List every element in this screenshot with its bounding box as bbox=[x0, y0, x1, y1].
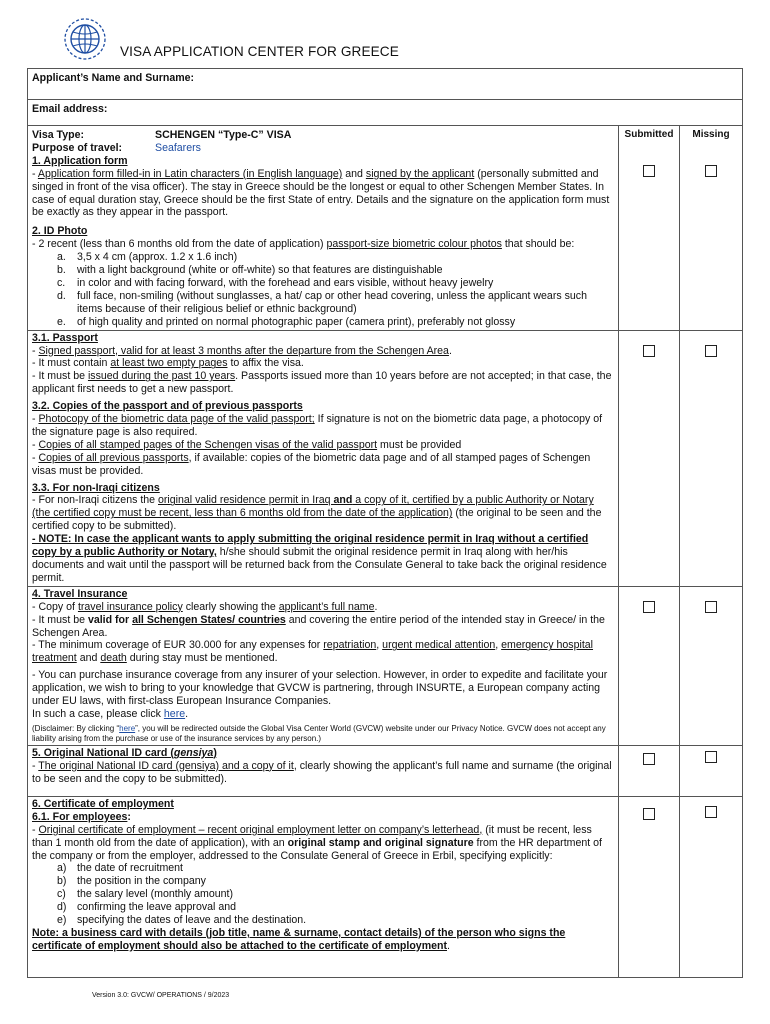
page-title: VISA APPLICATION CENTER FOR GREECE bbox=[120, 44, 399, 59]
section-heading-6: 6. Certificate of employment bbox=[32, 797, 174, 810]
missing-checkbox-6[interactable] bbox=[705, 806, 717, 818]
section-row-5 bbox=[28, 745, 743, 796]
visa-type-label: Visa Type: bbox=[32, 129, 85, 141]
employment-details-list bbox=[32, 862, 614, 927]
checklist-table bbox=[27, 68, 743, 978]
section-row-4 bbox=[28, 586, 743, 745]
section-text-3-1b: - It must contain at least two empty pages to affix the visa. bbox=[32, 357, 304, 370]
section-row-3 bbox=[28, 330, 743, 586]
submitted-checkbox-4[interactable] bbox=[643, 601, 655, 613]
missing-checkbox-4[interactable] bbox=[705, 601, 717, 613]
name-label: Applicant’s Name and Surname: bbox=[32, 72, 195, 84]
email-label: Email address: bbox=[32, 103, 108, 115]
section-text-4e: In such a case, please click here. bbox=[32, 707, 189, 720]
section-text-2: - 2 recent (less than 6 months old from the date of application) passport-size biometric colour photos that should be: bbox=[32, 238, 575, 251]
missing-checkbox-5[interactable] bbox=[705, 751, 717, 763]
section-text-3-1c: - It must be issued during the past 10 years. Passports issued more than 10 years before are not accepted; in that case, the applicant first needs to get a new passport. bbox=[32, 370, 612, 396]
list-item: a) the date of recruitment bbox=[57, 862, 183, 875]
list-item: d) confirming the leave approval and bbox=[57, 901, 237, 914]
section-text-3-2c: - Copies of all previous passports, if available: copies of the biometric data page and of all stamped pages of Schengen visas must be provided. bbox=[32, 451, 591, 477]
section-text-4d: - You can purchase insurance coverage from any insurer of your selection. However, in order to expedite and facilitate your application, we wish to bring to your knowledge that GVCW is partnering, through INSURTE, a European company acting under EU laws, with first-class European Insurance Companies. bbox=[32, 669, 608, 708]
purpose-label: Purpose of travel: bbox=[32, 141, 123, 154]
list-item: d. full face, non-smiling (without sunglasses, a hat/ cap or other head covering, unless the applicant wears such items because of their religious belief or ethnic background) bbox=[57, 289, 587, 315]
name-row bbox=[28, 69, 743, 100]
submitted-checkbox-5[interactable] bbox=[643, 753, 655, 765]
list-item: c. in color and with facing forward, with the forehead and ears visible, without heavy jewelry bbox=[57, 276, 494, 289]
section-heading-2: 2. ID Photo bbox=[32, 225, 88, 238]
section-text-4c: - The minimum coverage of EUR 30.000 for any expenses for repatriation, urgent medical attention, emergency hospital treatment and death during stay must be mentioned. bbox=[32, 639, 594, 665]
section-text-6: - Original certificate of employment – recent original employment letter on company’s letterhead, (it must be recent, less than 1 month old from the date of application), with an original stamp and original signature from the HR department of the company or from the employer, addressed to the Consulate General of Greece in Erbil, specifying explicitly: bbox=[32, 823, 602, 862]
section-heading-3-3: 3.3. For non-Iraqi citizens bbox=[32, 481, 160, 494]
disclaimer-here-link[interactable]: here bbox=[119, 723, 136, 733]
section-text-3-1a: - Signed passport, valid for at least 3 months after the departure from the Schengen Area. bbox=[32, 344, 452, 357]
section-subheading-6-1: 6.1. For employees: bbox=[32, 810, 131, 823]
section-heading-3-2: 3.2. Copies of the passport and of previous passports bbox=[32, 400, 303, 413]
submitted-checkbox-1[interactable] bbox=[643, 165, 655, 177]
disclaimer-text: (Disclaimer: By clicking “here”, you will be redirected outside the Global Visa Center World (GVCW) website under our Privacy Notice. GVCW does not accept any liability arising from the purchase or use of the insurance services by any person.) bbox=[32, 723, 606, 743]
missing-checkbox-1[interactable] bbox=[705, 165, 717, 177]
insurance-here-link[interactable]: here bbox=[163, 707, 186, 720]
section-row-6 bbox=[28, 796, 743, 977]
missing-checkbox-3[interactable] bbox=[705, 345, 717, 357]
section-heading-4: 4. Travel Insurance bbox=[32, 587, 128, 600]
list-item: e) specifying the dates of leave and the destination. bbox=[57, 914, 307, 927]
missing-column-header: Missing bbox=[692, 129, 730, 140]
list-item: c) the salary level (monthly amount) bbox=[57, 888, 234, 901]
section-text-3-2b: - Copies of all stamped pages of the Schengen visas of the valid passport must be provided bbox=[32, 438, 462, 451]
list-item: e. of high quality and printed on normal photographic paper (camera print), preferably not glossy bbox=[57, 315, 516, 328]
visa-type-value: SCHENGEN “Type-C” VISA bbox=[155, 129, 292, 141]
section-row-1 bbox=[28, 126, 743, 331]
section-text-5: - The original National ID card (gensiya) and a copy of it, clearly showing the applicant’s full name and surname (the original to be seen and the copy to be submitted). bbox=[32, 759, 612, 785]
submitted-checkbox-3[interactable] bbox=[643, 345, 655, 357]
section-heading-5: 5. Original National ID card (gensiya) bbox=[32, 746, 217, 759]
list-item: b) the position in the company bbox=[57, 875, 206, 888]
list-item: b. with a light background (white or off-white) so that features are distinguishable bbox=[57, 264, 443, 277]
section-text-3-3a: - For non-Iraqi citizens the original valid residence permit in Iraq and a copy of it, certified by a public Authority or Notary (the certified copy must be recent, less than 6 months old from the date of the application) (the original to be seen and the certified copy to be submitted). bbox=[32, 494, 602, 533]
section-text-3-3b: - NOTE: In case the applicant wants to apply submitting the original residence permit in Iraq without a certified copy by a public Authority or Notary, h/she should submit the original residence permit in Iraq along with her/his documents and wait until the passport will be returned back from the Consulate General to take back the original residence permit. bbox=[32, 533, 607, 584]
section-heading-3-1: 3.1. Passport bbox=[32, 331, 98, 344]
email-row bbox=[28, 100, 743, 126]
section-text-1: - Application form filled-in in Latin characters (in English language) and signed by the applicant (personally submitted and singed in front of the visa officer). The stay in Greece should be the longest or equal to other Schengen Member States. In case of equal duration stay, Greece should be the first State of entry. Details and the signature on the application form must be exactly as they appear in the passport. bbox=[32, 167, 610, 219]
purpose-value: Seafarers bbox=[155, 141, 201, 154]
section-text-4a: - Copy of travel insurance policy clearly showing the applicant’s full name. bbox=[32, 600, 378, 613]
section-text-4b: - It must be valid for all Schengen States/ countries and covering the entire period of the intended stay in Greece/ in the Schengen Area. bbox=[32, 613, 605, 639]
photo-requirements-list bbox=[32, 251, 614, 328]
section-heading-1: 1. Application form bbox=[32, 154, 128, 167]
globe-icon bbox=[62, 16, 108, 62]
footer-version: Version 3.0: GVCW/ OPERATIONS / 9/2023 bbox=[92, 992, 230, 999]
submitted-column-header: Submitted bbox=[624, 129, 674, 140]
section-text-3-2a: - Photocopy of the biometric data page of the valid passport; If signature is not on the biometric data page, a photocopy of the signature page is also required. bbox=[32, 413, 603, 438]
submitted-checkbox-6[interactable] bbox=[643, 808, 655, 820]
section-note-6: Note: a business card with details (job title, name & surname, contact details) of the person who signs the certificate of employment should also be attached to the certificate of employment. bbox=[32, 926, 566, 952]
list-item: a. 3,5 x 4 cm (approx. 1.2 x 1.6 inch) bbox=[57, 251, 238, 264]
